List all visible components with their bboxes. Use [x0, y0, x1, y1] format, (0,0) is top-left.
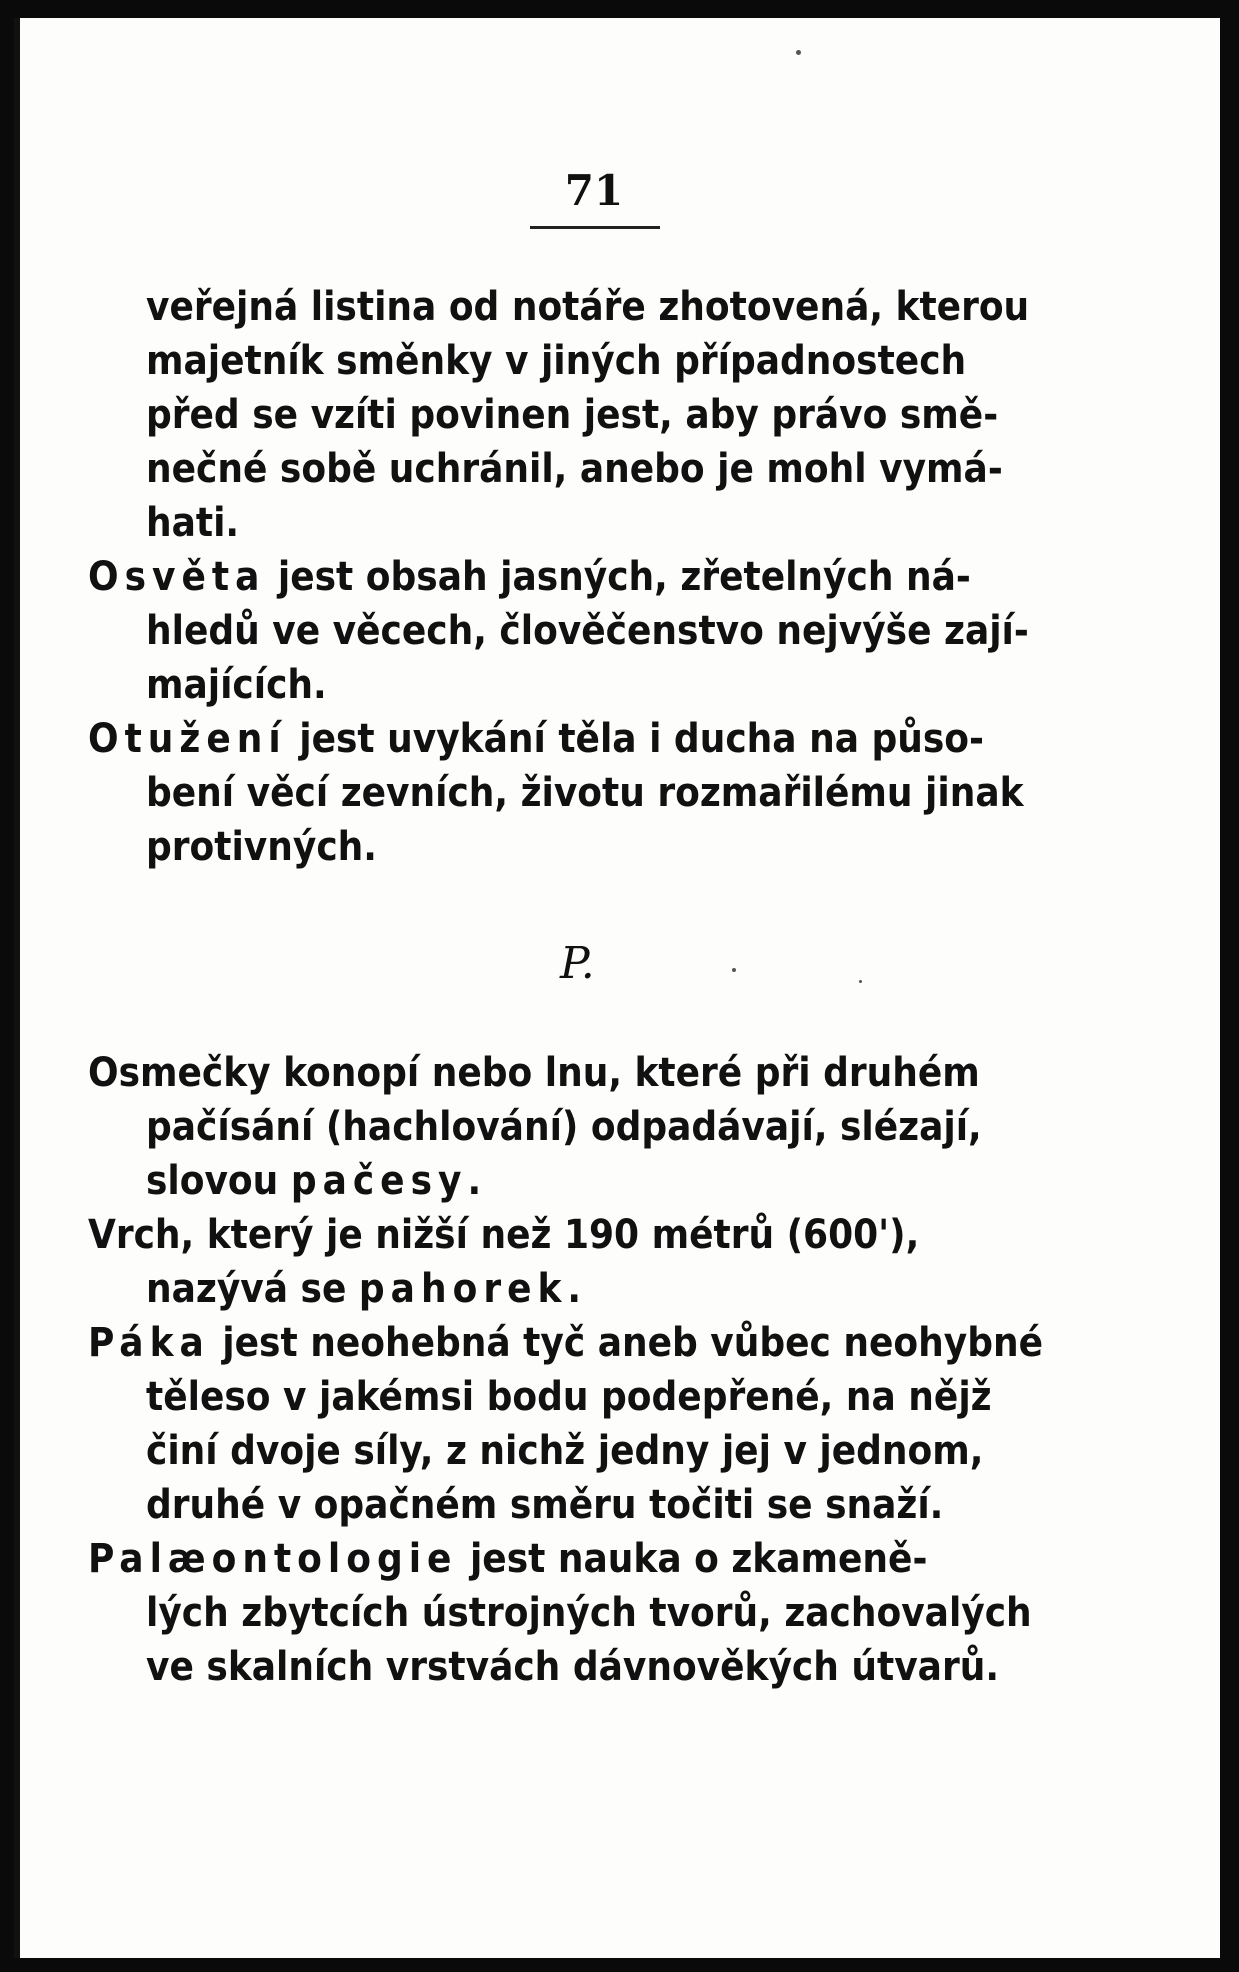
book-page [14, 18, 1220, 1958]
entry-text: jest uvykání těla i ducha na půso- [286, 716, 984, 762]
text-line: majících. [146, 662, 327, 708]
scan-speck [796, 50, 801, 55]
page-number-underline [530, 226, 660, 229]
entry-text: nazývá se [146, 1266, 359, 1312]
text-line [88, 1316, 1043, 1370]
text-line: protivných. [146, 824, 377, 870]
entry-term: Páka [88, 1320, 210, 1366]
scan-speck [859, 980, 862, 983]
text-line: před se vzíti povinen jest, aby právo smě- [146, 392, 999, 438]
entry-term: Otužení [88, 716, 287, 762]
text-line: druhé v opačném směru točiti se snaží. [146, 1482, 944, 1528]
text-line [146, 1154, 481, 1208]
entry-term: Osvěta [88, 554, 266, 600]
text-line: majetník směnky v jiných případnostech [146, 338, 967, 384]
entry-text: jest obsah jasných, zřetelných ná- [265, 554, 971, 600]
entry-text: jest nauka o zkameně- [457, 1536, 928, 1582]
text-line: Vrch, který je nižší než 190 métrů (600'), [88, 1212, 920, 1258]
text-line [88, 712, 984, 766]
page-edge-shadow [14, 18, 20, 1958]
text-line: hati. [146, 500, 240, 546]
text-line: činí dvoje síly, z nichž jedny jej v jednom, [146, 1428, 984, 1474]
entry-term: pačesy [290, 1158, 468, 1204]
text-line: pačísání (hachlování) odpadávají, slézají, [146, 1104, 982, 1150]
page-number: 71 [564, 166, 624, 215]
text-line [88, 1532, 927, 1586]
entry-end: . [467, 1158, 482, 1204]
text-line: hledů ve věcech, člověčenstvo nejvýše zají- [146, 608, 1029, 654]
entry-end: . [567, 1266, 582, 1312]
text-line: Osmečky konopí nebo lnu, které při druhém [88, 1050, 980, 1096]
entry-text: jest neohebná tyč aneb vůbec neohybné [209, 1320, 1044, 1366]
text-line: nečné sobě uchránil, anebo je mohl vymá- [146, 446, 1003, 492]
text-line: lých zbytcích ústrojných tvorů, zachovalých [146, 1590, 1032, 1636]
entry-term: Palæontologie [88, 1536, 458, 1582]
text-line [146, 1262, 581, 1316]
entry-term: pahorek [358, 1266, 568, 1312]
text-line [88, 550, 971, 604]
scan-speck [732, 968, 736, 972]
text-line: ve skalních vrstvách dávnověkých útvarů. [146, 1644, 1000, 1690]
text-line: bení věcí zevních, životu rozmařilému jinak [146, 770, 1024, 816]
text-line: veřejná listina od notáře zhotovená, kterou [146, 284, 1030, 330]
section-heading: P. [560, 938, 595, 989]
entry-text: slovou [146, 1158, 291, 1204]
text-line: těleso v jakémsi bodu podepřené, na nějž [146, 1374, 992, 1420]
